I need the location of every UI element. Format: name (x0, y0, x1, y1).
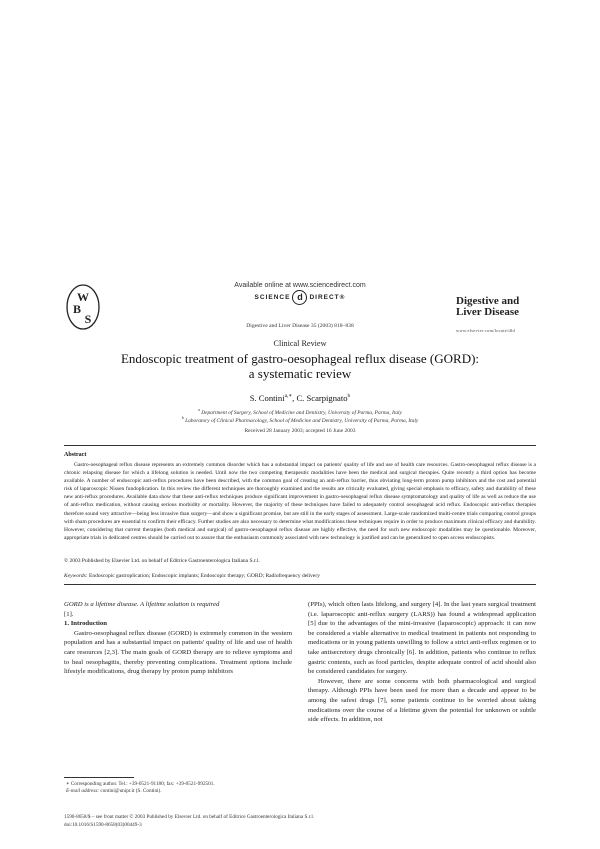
body-column-left (64, 600, 292, 677)
keywords-list: Endoscopic gastroplication; Endoscopic implants; Endoscopic therapy; GORD; Radiofrequency delivery (89, 573, 320, 579)
right-paragraph-1: (PPIs), which often lasts lifelong, and surgery [4]. In the last years surgical treatment (i.e. laparoscopic anti-reflux surgery (LARS)) has found a widespread application [5] due to the advantages of the mini-invasive (laparoscopic) approach: it can now be considered a viable alternative to medical treatment in patients not responding to medications or in young patients unwilling to follow a strict anti-reflux regimen or to take antisecretory drugs chronically [6]. In addition, patients who continue to reflux gastric contents, such as food particles, despite adequate control of acid should also be considered candidates for surgery. (308, 601, 536, 676)
footnote-email-line (66, 788, 296, 795)
svg-text:W: W (77, 290, 89, 304)
doi-line[interactable]: doi:10.1016/S1590-8658(03)00449-3 (64, 822, 142, 828)
journal-name (456, 296, 556, 318)
publisher-logo (66, 284, 100, 330)
article-title (70, 351, 530, 381)
intro-heading: 1. Introduction (64, 620, 107, 628)
affiliation-a-sup: a (198, 407, 200, 412)
footnote-rule (64, 777, 134, 778)
author-list: S. Contini$^{a,∗}$, C. Scarpignato$^b$ (249, 393, 351, 403)
journal-citation: Digestive and Liver Disease 35 (2003) 818–838 (246, 323, 354, 329)
journal-name-line1: Digestive and (456, 295, 520, 307)
available-online-text: Available online at www.sciencedirect.com (234, 282, 366, 289)
author-1-sup: a,∗ (284, 393, 293, 400)
intro-paragraph: Gastro-oesophageal reflux disease (GORD) is extremely common in the western population and has a substantial impact on patients' quality of life and use of health care resources [2,3]. The main goals of GORD therapy are to relieve symptoms and to heal oesophagitis, thereby preventing complications. Treatment options include lifestyle modifications, drug therapy by proton pump inhibitors (64, 629, 292, 676)
keywords (64, 573, 536, 579)
received-dates: Received 28 January 2003; accepted 16 June 2003 (244, 428, 356, 434)
footnote-corresponding: ∗ Corresponding author. Tel.: +39-0521-91180; fax: +39-0521-992501. (66, 781, 215, 787)
abstract-body: Gastro-oesophageal reflux disease represents an extremely common disorder which has a substantial impact on patients' quality of life and use of health care resources. Gastro-oesophageal reflux disease is a chronic relapsing disease for which a lifelong solution is needed. Until now the two competing therapeutic modalities have been the medical and surgical therapies. Quite recently a third option has become available. A number of endoscopic anti-reflux procedures have been described, with the common goal of creating an anti-reflux barrier, thus obviating long-term proton pump inhibitors and the cost and potential risk of laparoscopic Nissen fundoplication. In this review the different techniques are thoroughly examined and the results are critically evaluated, giving special emphasis to efficacy, safety and durability of these new anti-reflux procedures. Available data show that these anti-reflux techniques produce significant improvement in gastro-oesophageal reflux disease symptomatology and quality of life as well as reduce the use of anti-reflux medication, without causing serious morbidity or mortality. However, the majority of these techniques have failed to adequately control oesophageal acid reflux. Endoscopic anti-reflux therapies therefore sound very attractive—being less invasive than surgery—and show a significant promise, but are still in the early stages of assessment. Large-scale randomized multi-centre trials comparing control groups with sham procedures are essential to confirm their efficacy. Further studies are also necessary to determine what modifications these techniques require in order to produce maximum clinical efficacy and durability. However, considering that current therapies (both medical and surgical) of gastro-oesophageal reflux disease are highly effective, the need for such new endoscopic modalities may be questionable. Moreover, appropriate trials in dedicated centres should be carried out to assure that the enthusiasm commonly associated with new technology is justified and can be generalized to open access endoscopists. (64, 462, 536, 541)
divider-bottom (64, 584, 536, 585)
wbs-logo-icon (66, 284, 100, 330)
title-line-2: a systematic review (248, 366, 352, 381)
epigraph: GORD is a lifetime disease. A lifetime solution is required (64, 601, 220, 608)
right-paragraph-2: However, there are some concerns with both pharmacological and surgical therapy. Although PPIs have been used for more than a decade and appear to be among the safest drugs [7], some patients continue to be worried about taking medications over the course of a lifetime given the potential for unknown or subtle side effects. In addition, not (308, 677, 536, 724)
footnote (66, 781, 296, 795)
affiliation-a-text: Department of Surgery, School of Medicine and Dentistry, University of Parma, Parma, Italy (201, 409, 402, 416)
sciencedirect-mark: ® (339, 294, 346, 302)
journal-name-line2: Liver Disease (456, 306, 520, 318)
journal-url[interactable]: www.elsevier.com/locate/dld (456, 328, 516, 333)
author-1: S. Contini (249, 393, 285, 403)
svg-text:S: S (84, 312, 92, 326)
title-line-1: Endoscopic treatment of gastro-oesophageal reflux disease (GORD): (120, 351, 480, 366)
affiliation-b-sup: b (181, 415, 184, 420)
affiliation-b (110, 415, 490, 424)
keywords-label: Keywords: (64, 573, 88, 579)
article-section: Clinical Review (273, 339, 327, 348)
email-address[interactable]: contini@unipr.it (S. Contini). (100, 788, 162, 794)
author-2-sup: b (347, 393, 351, 400)
front-matter-line: 1590-8658/$ – see front matter © 2003 Published by Elsevier Ltd. on behalf of Editrice Gastroenterologica Italiana S.r.l. (64, 814, 315, 820)
sciencedirect-right: DIRECT (309, 294, 340, 302)
author-2: C. Scarpignato (296, 393, 348, 403)
sciencedirect-logo (192, 290, 408, 305)
affiliation-b-text: Laboratory of Clinical Pharmacology, School of Medicine and Dentistry, University of Parma, Parma, Italy (185, 417, 419, 424)
email-label: E-mail address: (66, 788, 100, 794)
sciencedirect-left: SCIENCE (254, 294, 291, 302)
svg-text:B: B (72, 302, 82, 316)
abstract-copyright: © 2003 Published by Elsevier Ltd. on behalf of Editrice Gastroenterologica Italiana S.r.l. (64, 558, 260, 564)
sciencedirect-at-icon: d (292, 290, 307, 305)
epigraph-ref: [1]. (64, 610, 74, 618)
divider-top (64, 445, 536, 446)
body-column-right (308, 600, 536, 725)
abstract-heading: Abstract (64, 452, 87, 458)
